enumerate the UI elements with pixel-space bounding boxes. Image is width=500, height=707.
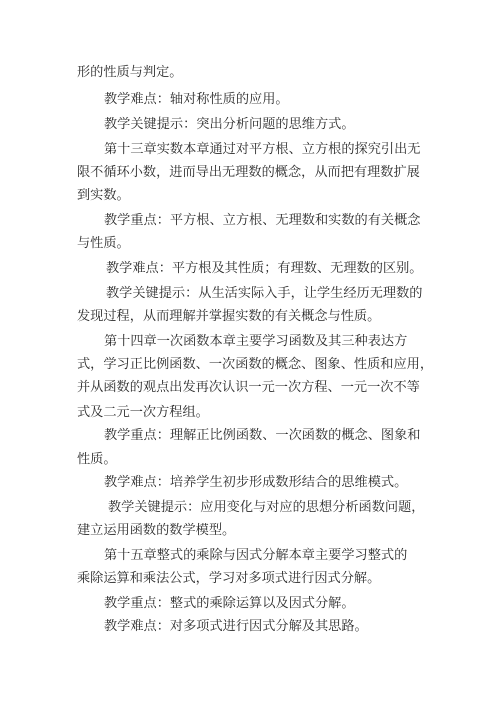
text-line: 教学重点：整式的乘除运算以及因式分解。 [104, 596, 355, 611]
text-line: 发现过程，从而理解并掌握实数的有关概念与性质。 [77, 309, 381, 324]
text-line: 并从函数的观点出发再次认识一元一次方程、一元一次不等 [77, 380, 420, 395]
text-line: 到实数。 [77, 188, 130, 203]
text-line: 教学难点：轴对称性质的应用。 [104, 92, 289, 107]
text-line: 形的性质与判定。 [77, 65, 183, 80]
text-line: 教学关键提示：应用变化与对应的思想分析函数问题， [108, 500, 425, 515]
text-line: 教学难点：平方根及其性质；有理数、无理数的区别。 [106, 261, 423, 276]
text-line: 与性质。 [77, 236, 130, 251]
text-line: 式，学习正比例函数、一次函数的概念、图象、性质和应用， [77, 357, 434, 372]
text-line: 教学重点：理解正比例函数、一次函数的概念、图象和 [104, 428, 421, 443]
text-line: 乘除运算和乘法公式，学习对多项式进行因式分解。 [77, 571, 381, 586]
text-line: 性质。 [77, 452, 117, 467]
text-line: 式及二元一次方程组。 [77, 405, 209, 420]
text-line: 限不循环小数，进而导出无理数的概念，从而把有理数扩展 [77, 165, 420, 180]
text-line: 教学关键提示：突出分析问题的思维方式。 [104, 117, 355, 132]
text-line: 第十三章实数本章通过对平方根、立方根的探究引出无 [104, 142, 421, 157]
text-line: 第十五章整式的乘除与因式分解本章主要学习整式的 [104, 548, 408, 563]
text-line: 建立运用函数的数学模型。 [77, 523, 236, 538]
text-line: 教学重点：平方根、立方根、无理数和实数的有关概念 [104, 213, 421, 228]
text-line: 教学难点：培养学生初步形成数形结合的思维模式。 [104, 475, 408, 490]
text-line: 教学难点：对多项式进行因式分解及其思路。 [104, 619, 368, 634]
text-line: 第十四章一次函数本章主要学习函数及其三种表达方 [104, 334, 408, 349]
text-line: 教学关键提示：从生活实际入手，让学生经历无理数的 [106, 286, 423, 301]
